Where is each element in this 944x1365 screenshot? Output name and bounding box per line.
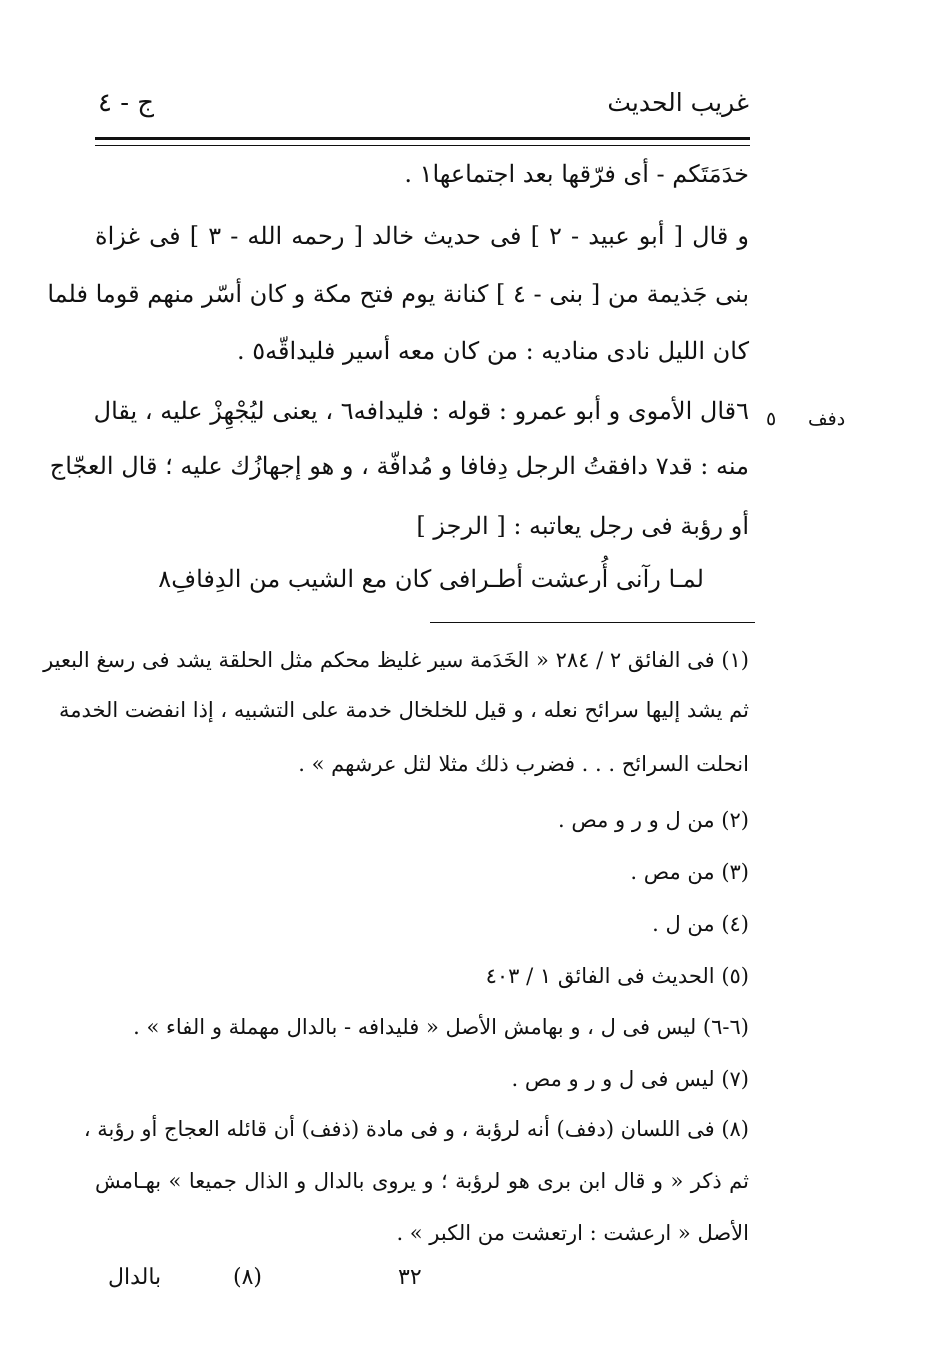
- margin-entry-number: ٥: [766, 408, 777, 430]
- volume-label: ج - ٤: [98, 88, 155, 118]
- margin-root-word: دفف: [808, 408, 846, 430]
- footnote-separator: [430, 622, 755, 623]
- body-line: كان الليل نادى مناديه : من كان معه أسير فليداقّه٥ .: [236, 337, 749, 365]
- footnote-line: (٢) من ل و ر و مص .: [558, 808, 749, 832]
- body-line: ٦قال الأموى و أبو عمرو : قوله : فليدافه٦ ، يعنى ليُجْهِزْ عليه ، يقال: [93, 397, 749, 425]
- body-line: بنى جَذيمة من [ بنى - ٤ ] كنانة يوم فتح مكة و كان أسّر منهم قوما فلما: [47, 280, 749, 308]
- footnote-line: (٥) الحديث فى الفائق ١ / ٤٠٣: [485, 964, 749, 988]
- signature-mark: (٨): [233, 1265, 263, 1290]
- catchword: بالدال: [108, 1265, 162, 1290]
- body-line: و قال [ أبو عبيد - ٢ ] فى حديث خالد [ رحمه الله - ٣ ] فى غزاة: [95, 222, 749, 250]
- footnote-line: (٣) من مص .: [630, 860, 749, 884]
- body-line: أو رؤبة فى رجل يعاتبه : [ الرجز ]: [416, 512, 749, 540]
- footnote-line: الأصل « ارعشت : ارتعشت من الكبر » .: [396, 1221, 749, 1245]
- verse-line: لمـا رآنى أُرعشت أطـرافى كان مع الشيب من الدِفافِ٨: [158, 565, 704, 593]
- footnote-line: ثم يشد إليها سرائح نعله ، و قيل للخلخال خدمة على التشبيه ، إذا انفضت الخدمة: [58, 698, 749, 722]
- footnote-line: (٧) ليس فى ل و ر و مص .: [511, 1067, 749, 1091]
- header-rule-thin: [95, 145, 750, 146]
- body-line: منه : قد٧ دافقتُ الرجل دِفافا و مُدافّة ، و هو إجهازُك عليه ؛ قال العجّاج: [49, 452, 749, 480]
- running-title: غريب الحديث: [607, 88, 749, 117]
- footnote-line: (١) فى الفائق ٢ / ٢٨٤ « الخَدَمة سير غليظ محكم مثل الحلقة يشد فى رسغ البعير: [43, 648, 749, 672]
- footnote-line: ثم ذكر « و قال ابن برى هو لرؤبة ؛ و يروى بالدال و الذال جميعا » بهـامش: [95, 1169, 749, 1193]
- page-number: ٣٢: [398, 1265, 422, 1290]
- footnote-line: انحلت السرائح . . . فضرب ذلك مثلا لثل عرشهم » .: [298, 752, 749, 776]
- body-line: خدَمَتَكم - أى فرّقها بعد اجتماعها١ .: [404, 160, 749, 188]
- footnote-line: (٦-٦) ليس فى ل ، و بهامش الأصل « فليدافه - بالدال مهملة و الفاء » .: [133, 1015, 749, 1039]
- header-rule-thick: [95, 137, 750, 140]
- footnote-line: (٤) من ل .: [652, 912, 749, 936]
- footnote-line: (٨) فى اللسان (دفف) أنه لرؤبة ، و فى مادة (ذفف) أن قائله العجاج أو رؤبة ،: [83, 1117, 749, 1141]
